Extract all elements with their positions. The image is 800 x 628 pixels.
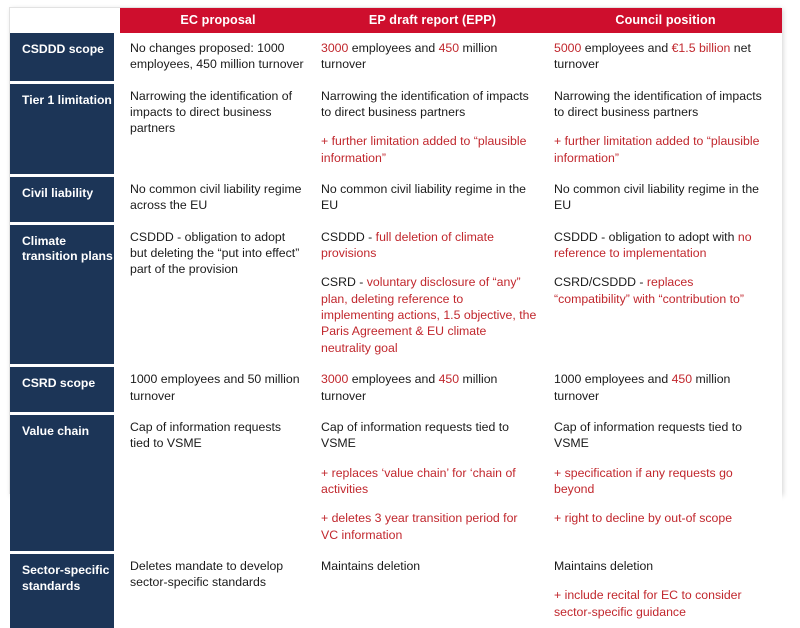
plain-text: Cap of information requests tied to VSME (130, 419, 282, 451)
row-label-csddd-scope: CSDDD scope (10, 33, 114, 81)
cell-ep (316, 174, 549, 222)
cell-paragraph (321, 229, 537, 262)
cell-paragraph (321, 40, 537, 73)
cell-paragraph (130, 40, 304, 73)
cell-ec (120, 174, 316, 222)
row-label-value-chain: Value chain (10, 412, 114, 551)
plain-text: CSDDD - (321, 229, 376, 244)
cell-paragraph (554, 510, 770, 526)
plain-text: Maintains deletion (554, 558, 654, 573)
cell-paragraph (554, 587, 770, 620)
column-header-council-position: Council position (549, 8, 782, 33)
plain-text: No changes proposed: 1000 employees, 450 million turnover (130, 41, 304, 72)
highlighted-text: 450 (438, 41, 460, 55)
cell-cp (549, 364, 782, 412)
highlighted-text: + further limitation added to “plausible information” (554, 134, 760, 165)
plain-text: Narrowing the identification of impacts to direct business partners (321, 88, 529, 120)
legislation-comparison-table (10, 8, 782, 628)
plain-text: 1000 employees and (554, 372, 672, 387)
header-corner-spacer (10, 8, 114, 33)
highlighted-text: no reference to implementation (554, 229, 752, 261)
highlighted-text: 450 (671, 372, 693, 387)
highlighted-text: full deletion of climate provisions (321, 229, 494, 261)
row-label-sector-specific-standards: Sector-specific standards (10, 551, 114, 628)
cell-paragraph (554, 465, 770, 498)
table-body (10, 33, 782, 628)
cell-ep (316, 222, 549, 364)
cell-ec (120, 222, 316, 364)
plain-text: employees and (581, 41, 672, 55)
highlighted-text: + replaces ‘value chain’ for ‘chain of activities (321, 465, 516, 496)
table-row (10, 412, 782, 551)
plain-text: net turnover (554, 41, 751, 72)
cell-paragraph (130, 558, 304, 591)
plain-text: Maintains deletion (321, 558, 421, 573)
cell-ep (316, 412, 549, 551)
cell-paragraph (321, 465, 537, 498)
cell-cp (549, 81, 782, 174)
highlighted-text: €1.5 billion (671, 41, 731, 55)
plain-text: million turnover (321, 372, 498, 403)
plain-text: Deletes mandate to develop sector-specific standards (130, 558, 284, 590)
cell-ep (316, 551, 549, 628)
plain-text: CSRD/CSDDD - (554, 275, 647, 290)
plain-text: Cap of information requests tied to VSME (321, 419, 509, 451)
cell-ep (316, 364, 549, 412)
cell-paragraph (554, 558, 770, 574)
highlighted-text: + right to decline by out-of scope (554, 511, 733, 526)
cell-paragraph (554, 371, 770, 404)
column-header-ep-draft-report: EP draft report (EPP) (316, 8, 549, 33)
cell-paragraph (321, 133, 537, 166)
plain-text: No common civil liability regime in the EU (554, 182, 760, 213)
cell-paragraph (321, 371, 537, 404)
cell-paragraph (554, 181, 770, 214)
cell-paragraph (130, 88, 304, 137)
table-row (10, 551, 782, 628)
cell-paragraph (130, 181, 304, 214)
cell-paragraph (130, 229, 304, 278)
plain-text: CSDDD - obligation to adopt but deleting the “put into effect” part of the provision (130, 229, 300, 277)
plain-text: million turnover (554, 372, 731, 403)
highlighted-text: 450 (438, 372, 460, 387)
highlighted-text: 5000 (554, 41, 582, 55)
header-row (10, 8, 782, 33)
cell-cp (549, 33, 782, 81)
cell-cp (549, 222, 782, 364)
plain-text: No common civil liability regime across the EU (130, 182, 302, 213)
plain-text: employees and (348, 372, 439, 387)
comparison-table-card (9, 7, 781, 619)
plain-text: No common civil liability regime in the EU (321, 182, 527, 213)
cell-paragraph (321, 181, 537, 214)
plain-text: CSRD - (321, 275, 367, 290)
cell-paragraph (321, 88, 537, 121)
cell-ec (120, 33, 316, 81)
cell-ep (316, 33, 549, 81)
cell-ep (316, 81, 549, 174)
row-label-civil-liability: Civil liability (10, 174, 114, 222)
plain-text: Narrowing the identification of impacts to direct business partners (554, 88, 762, 120)
cell-ec (120, 81, 316, 174)
highlighted-text: 3000 (321, 372, 349, 387)
row-label-csrd-scope: CSRD scope (10, 364, 114, 412)
table-row (10, 81, 782, 174)
highlighted-text: 3000 (321, 41, 349, 55)
highlighted-text: + specification if any requests go beyond (554, 465, 733, 496)
cell-cp (549, 412, 782, 551)
table-row (10, 222, 782, 364)
table-row (10, 364, 782, 412)
plain-text: Narrowing the identification of impacts to direct business partners (130, 88, 292, 136)
plain-text: 1000 employees and 50 million turnover (130, 372, 300, 403)
column-header-ec-proposal: EC proposal (120, 8, 316, 33)
cell-paragraph (554, 229, 770, 262)
table-header (10, 8, 782, 33)
cell-paragraph (554, 133, 770, 166)
table-row (10, 174, 782, 222)
plain-text: Cap of information requests tied to VSME (554, 419, 742, 451)
cell-ec (120, 551, 316, 628)
cell-paragraph (554, 274, 770, 307)
cell-cp (549, 551, 782, 628)
row-label-climate-transition-plans: Climate transition plans (10, 222, 114, 364)
highlighted-text: replaces “compatibility” with “contribution to” (554, 275, 744, 306)
highlighted-text: + include recital for EC to consider sector-specific guidance (554, 588, 742, 619)
cell-paragraph (554, 88, 770, 121)
cell-ec (120, 412, 316, 551)
row-label-tier-1-limitation: Tier 1 limitation (10, 81, 114, 174)
cell-ec (120, 364, 316, 412)
table-row (10, 33, 782, 81)
cell-paragraph (321, 419, 537, 452)
cell-paragraph (130, 371, 304, 404)
plain-text: CSDDD - obligation to adopt with (554, 229, 738, 244)
highlighted-text: + further limitation added to “plausible information” (321, 134, 527, 165)
cell-paragraph (321, 274, 537, 356)
cell-paragraph (130, 419, 304, 452)
cell-paragraph (321, 510, 537, 543)
cell-paragraph (321, 558, 537, 574)
plain-text: employees and (348, 41, 439, 55)
highlighted-text: voluntary disclosure of “any” plan, deleting reference to implementing actions, 1.5 objective, the Paris Agreement & EU climate neutrality goal (321, 275, 537, 355)
plain-text: million turnover (321, 41, 498, 72)
cell-paragraph (554, 419, 770, 452)
cell-cp (549, 174, 782, 222)
highlighted-text: + deletes 3 year transition period for VC information (321, 511, 518, 542)
cell-paragraph (554, 40, 770, 73)
